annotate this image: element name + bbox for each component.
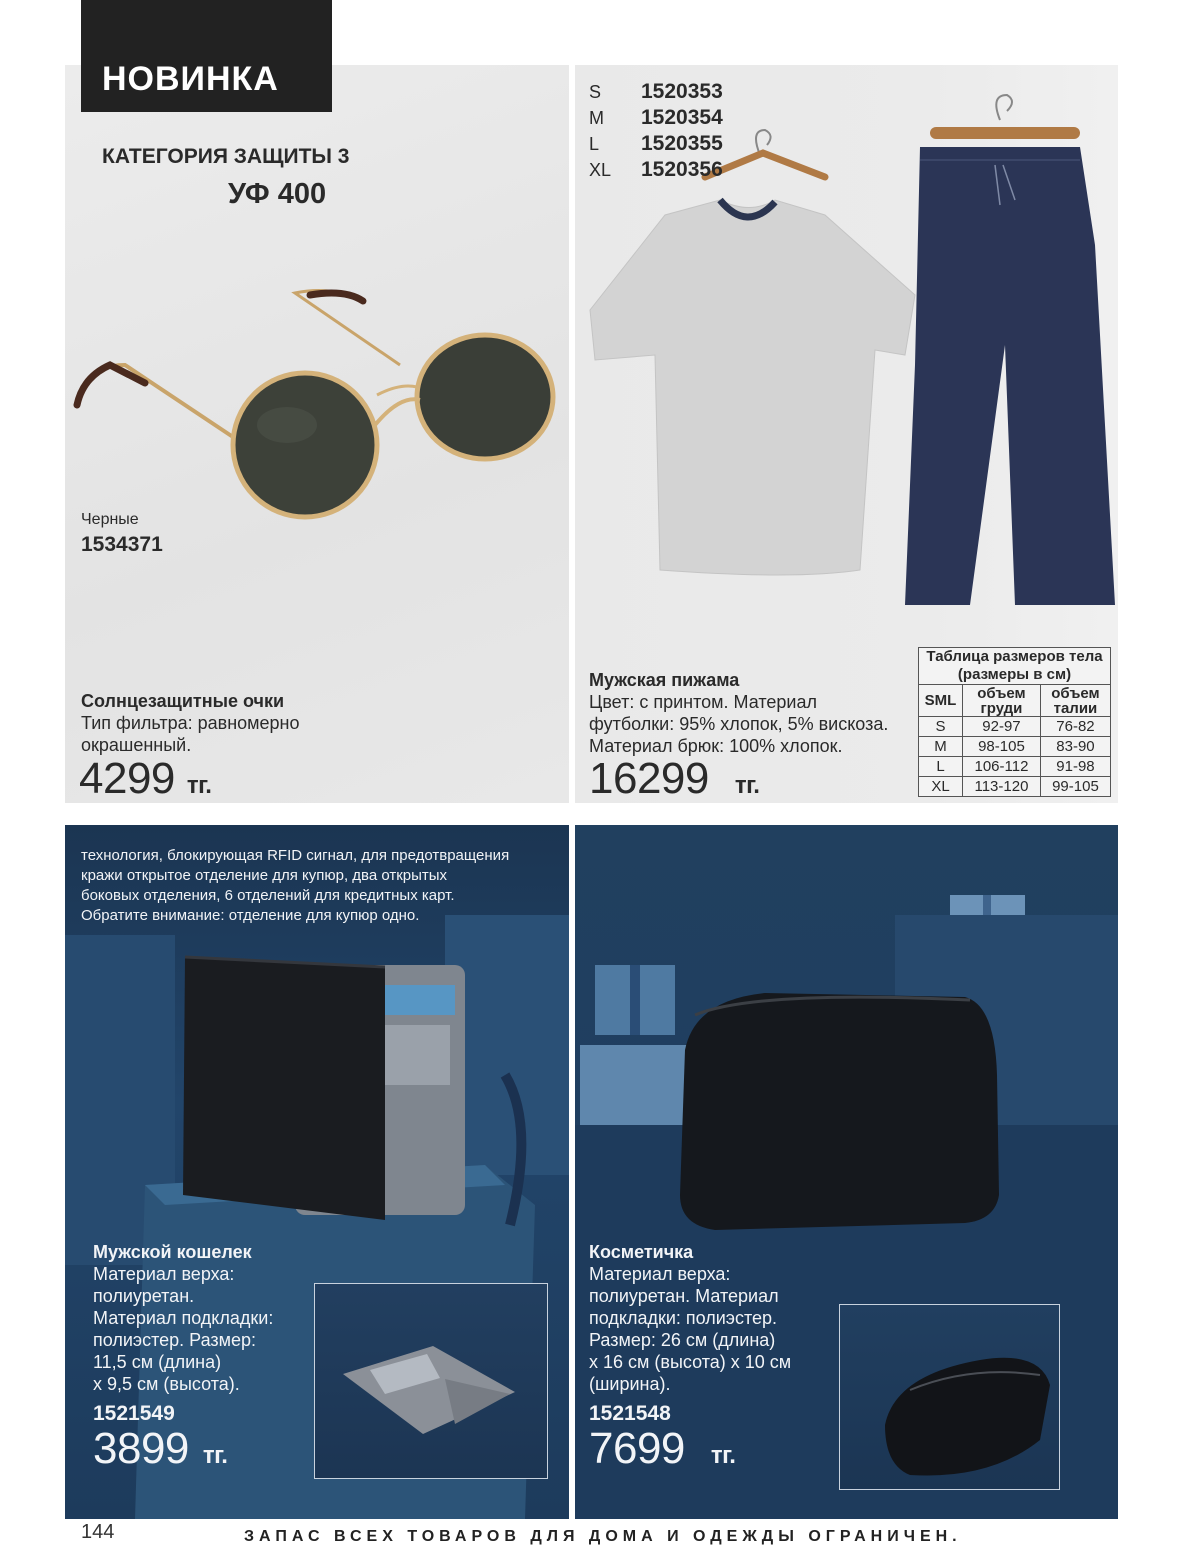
product-title: Косметичка: [589, 1242, 694, 1262]
stock-limited-notice: ЗАПАС ВСЕХ ТОВАРОВ ДЛЯ ДОМА И ОДЕЖДЫ ОГРАНИЧЕН.: [244, 1528, 962, 1545]
product-title: Мужской кошелек: [93, 1242, 252, 1262]
cosmetic-bag-inset-photo: [839, 1304, 1060, 1490]
variant-label: Черные: [81, 511, 139, 528]
size-table: [918, 647, 1111, 797]
size-table-title: Таблица размеров тела (размеры в см): [919, 648, 1111, 685]
size-table-row: L 106-112 91-98: [919, 757, 1111, 777]
wallet-panel: [65, 825, 569, 1519]
product-description: Тип фильтра: равномерно окрашенный.: [81, 713, 300, 755]
product-description: Материал верха: полиуретан. Материал подкладки: полиэстер. Размер: 11,5 см (длина) х 9,5 см (высота).: [93, 1264, 274, 1394]
protection-category: КАТЕГОРИЯ ЗАЩИТЫ 3: [102, 145, 350, 168]
size-list: S 1520353 M 1520354 L 1520355 XL 1520356: [589, 80, 723, 181]
open-cosmetic-bag-image: [840, 1305, 1060, 1490]
product-code: 1521549: [93, 1402, 175, 1425]
price: 16299 тг.: [589, 754, 760, 803]
cosmetic-bag-panel: [575, 825, 1118, 1519]
size-table-row: M 98-105 83-90: [919, 737, 1111, 757]
open-wallet-image: [315, 1284, 548, 1479]
uv-rating: УФ 400: [228, 178, 327, 210]
sunglasses-panel: [65, 65, 569, 803]
page-number: 144: [81, 1521, 115, 1543]
size-table-row: XL 113-120 99-105: [919, 777, 1111, 797]
product-title: Солнцезащитные очки: [81, 691, 285, 711]
size-table-header: SML объем груди объем талии: [919, 685, 1111, 717]
product-code: 1534371: [81, 533, 163, 556]
price: 3899 тг.: [93, 1424, 228, 1473]
wallet-features: технология, блокирующая RFID сигнал, для предотвращения кражи открытое отделение для купюр, два открытых боковых отделения, 6 отделений для кредитных карт. Обратите внимание: отделение для купюр одно.: [81, 847, 510, 924]
price: 4299 тг.: [79, 754, 212, 803]
product-description: Цвет: с принтом. Материал футболки: 95% хлопок, 5% вискоза. Материал брюк: 100% хлопок.: [589, 692, 889, 756]
size-table-row: S 92-97 76-82: [919, 717, 1111, 737]
product-description: Материал верха: полиуретан. Материал подкладки: полиэстер. Размер: 26 см (длина) х 16 см (высота) х 10 см (ширина).: [589, 1264, 792, 1394]
product-title: Мужская пижама: [589, 670, 740, 690]
wallet-inset-photo: [314, 1283, 548, 1479]
new-badge: НОВИНКА: [81, 0, 332, 112]
product-code: 1521548: [589, 1402, 671, 1425]
price: 7699 тг.: [589, 1424, 736, 1473]
